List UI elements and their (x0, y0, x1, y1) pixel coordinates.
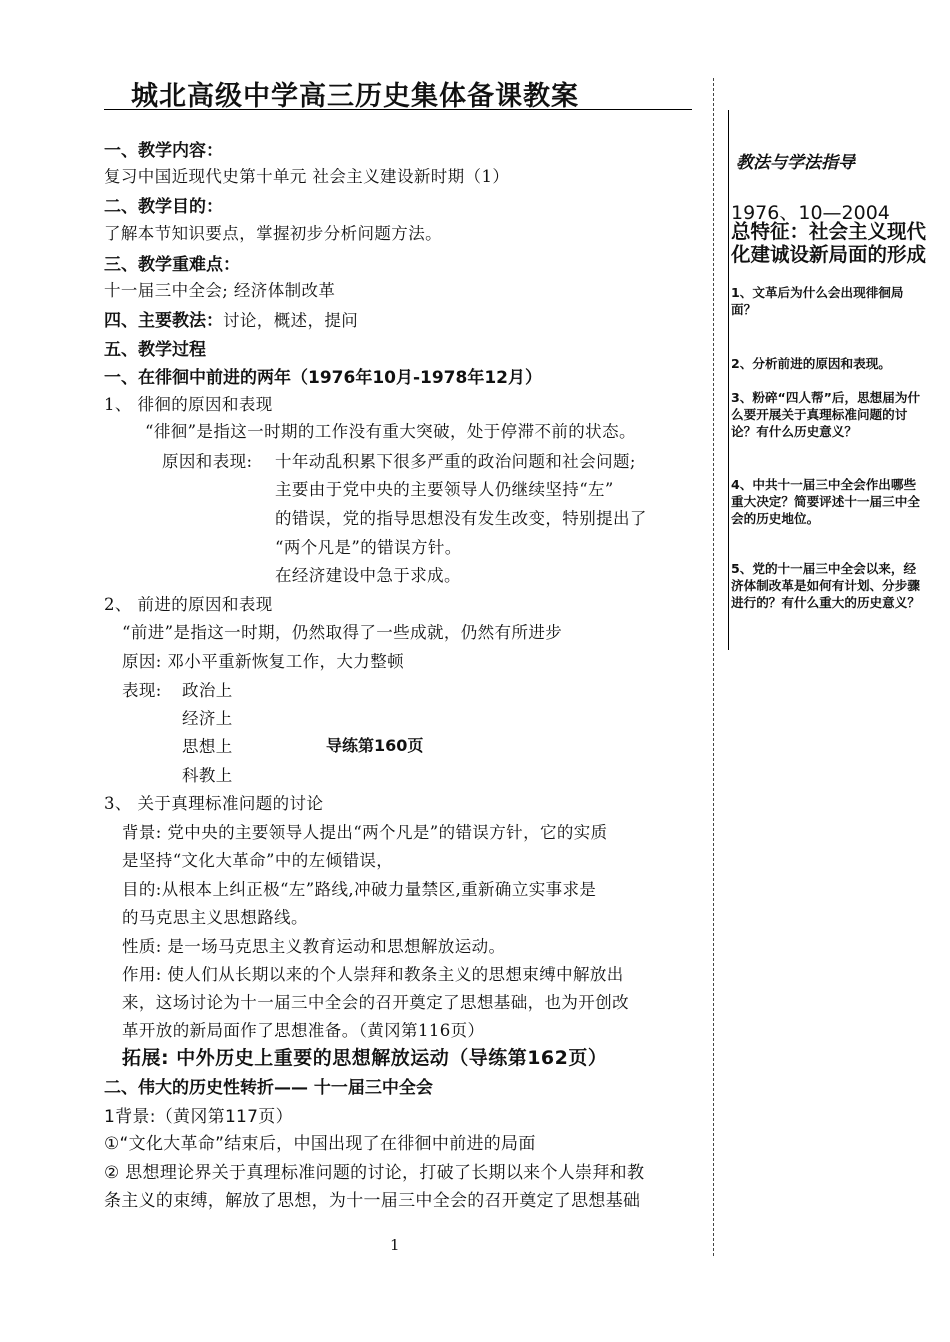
progress-show-label: 表现: (122, 681, 162, 700)
sidebar-question: 4、中共十一届三中全会作出哪些重大决定？简要评述十一届三中全会的历史地位。 (731, 477, 920, 526)
method-label: 四、主要教法： (104, 311, 223, 331)
truth-effect-1: 作用: 使人们从长期以来的个人崇拜和教条主义的思想束缚中解放出 (122, 965, 624, 984)
method-line (104, 306, 358, 331)
subsection-2-title: 2、 前进的原因和表现 (104, 595, 273, 614)
page-number: 1 (390, 1236, 400, 1254)
part2-point-2b: 条主义的束缚，解放了思想，为十一届三中全会的召开奠定了思想基础 (104, 1191, 641, 1211)
part2-point-1: ①“文化大革命”结束后，中国出现了在徘徊中前进的局面 (104, 1134, 536, 1154)
sidebar-summary: 总特征：社会主义现代化建诚设新局面的形成 (731, 220, 927, 266)
sidebar-question: 5、党的十一届三中全会以来，经济体制改革是如何有计划、分步骤进行的？有什么重大的历史意义？ (731, 561, 920, 610)
column-divider-solid (728, 110, 729, 650)
content-heading: 一、教学内容： (104, 141, 223, 161)
content-text: 复习中国近现代史第十单元 社会主义建设新时期（1） (104, 167, 510, 186)
method-value: 讨论，概述，提问 (223, 311, 359, 330)
workbook-reference: 导练第160页 (326, 736, 424, 755)
reason-1: 十年动乱积累下很多严重的政治问题和社会问题; (275, 452, 636, 471)
focus-heading: 三、教学重难点： (104, 255, 240, 275)
progress-item: 科教上 (182, 766, 233, 785)
sidebar-date-range: 1976、10—2004 (731, 202, 890, 224)
truth-effect-3: 革开放的新局面作了思想准备。（黄冈第116页） (122, 1021, 485, 1040)
part2-heading: 二、伟大的历史性转折—— 十一届三中全会 (104, 1078, 433, 1098)
process-heading: 五、教学过程 (104, 340, 206, 360)
reason-2b: 的错误，党的指导思想没有发生改变，特别提出了 (275, 509, 647, 528)
goal-heading: 二、教学目的： (104, 197, 223, 217)
truth-nature: 性质: 是一场马克思主义教育运动和思想解放运动。 (122, 937, 506, 956)
sidebar-question: 1、文革后为什么会出现徘徊局面？ (731, 285, 904, 317)
truth-background-2: 是坚持“文化大革命”中的左倾错误， (122, 851, 394, 870)
reason-2c: “两个凡是”的错误方针。 (275, 538, 462, 557)
truth-effect-2: 来，这场讨论为十一届三中全会的召开奠定了思想基础，也为开创改 (122, 993, 629, 1012)
progress-item: 政治上 (182, 681, 233, 700)
page-title: 城北高级中学高三历史集体备课教案 (131, 81, 579, 112)
progress-item: 思想上 (182, 737, 233, 756)
progress-item: 经济上 (182, 709, 233, 728)
part2-point-2a: ② 思想理论界关于真理标准问题的讨论，打破了长期以来个人崇拜和教 (104, 1163, 645, 1183)
hesitation-definition: “徘徊”是指这一时期的工作没有重大突破，处于停滞不前的状态。 (145, 422, 636, 441)
part1-heading: 一、在徘徊中前进的两年（1976年10月-1978年12月） (104, 368, 542, 388)
goal-text: 了解本节知识要点，掌握初步分析问题方法。 (104, 224, 442, 243)
sidebar-question: 2、分析前进的原因和表现。 (731, 356, 891, 371)
progress-reason: 原因: 邓小平重新恢复工作，大力整顿 (122, 652, 405, 671)
truth-background-1: 背景: 党中央的主要领导人提出“两个凡是”的错误方针，它的实质 (122, 823, 608, 842)
subsection-3-title: 3、 关于真理标准问题的讨论 (104, 794, 324, 813)
subsection-1-title: 1、 徘徊的原因和表现 (104, 395, 273, 414)
truth-aim-2: 的马克思主义思想路线。 (122, 908, 308, 927)
part2-background: 1背景:（黄冈第117页） (104, 1107, 293, 1127)
reason-2a: 主要由于党中央的主要领导人仍继续坚持“左” (275, 480, 614, 499)
reason-label: 原因和表现: (162, 452, 253, 471)
progress-definition: “前进”是指这一时期，仍然取得了一些成就，仍然有所进步 (122, 623, 563, 642)
extension-note: 拓展: 中外历史上重要的思想解放运动（导练第162页） (122, 1047, 608, 1069)
sidebar-question: 3、粉碎“四人帮”后，思想届为什么要开展关于真理标准问题的讨论？有什么历史意义？ (731, 390, 921, 439)
focus-text: 十一届三中全会; 经济体制改革 (104, 281, 336, 300)
title-underline (104, 109, 692, 110)
truth-aim-1: 目的:从根本上纠正极“左”路线,冲破力量禁区,重新确立实事求是 (122, 880, 597, 899)
sidebar-title: 教法与学法指导 (736, 153, 855, 173)
column-divider-dashed (713, 78, 714, 1256)
reason-3: 在经济建设中急于求成。 (275, 566, 461, 585)
